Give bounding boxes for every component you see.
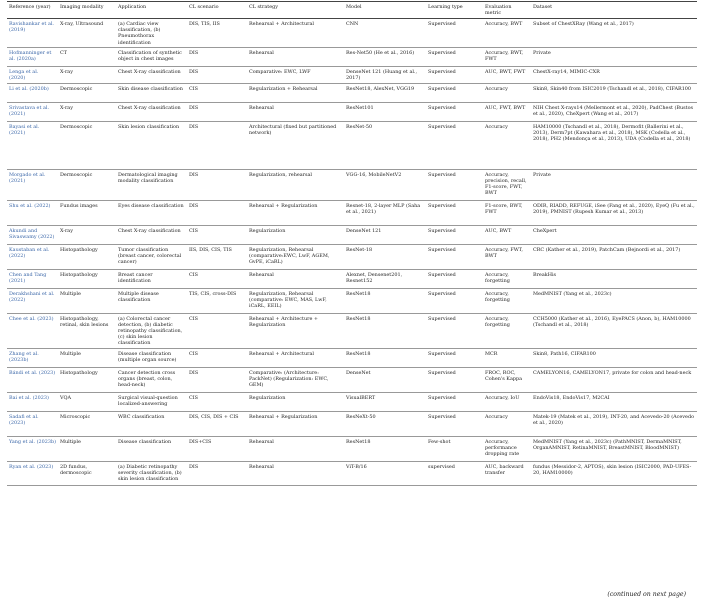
table-row [7, 412, 697, 437]
table-cell: Supervised [426, 122, 483, 170]
table-cell: CIS [187, 226, 247, 245]
table-cell: Rehearsal [247, 48, 344, 67]
table-cell: WBC classification [116, 412, 187, 437]
table-cell: Subset of ChestXRay (Wang et al., 2017) [531, 19, 697, 48]
table-row [7, 201, 697, 226]
table-cell: Supervised [426, 270, 483, 289]
table-row [7, 462, 697, 486]
table-cell: ResNet18, AlexNet, VGG19 [344, 84, 426, 103]
table-cell: Fundus images [58, 201, 116, 226]
table-cell: Hofmanninger et al. (2020a) [7, 48, 58, 67]
table-row [7, 84, 697, 103]
table-cell: F1-score, BWT, FWT [483, 201, 531, 226]
table-cell: Rehearsal + Regularization [247, 412, 344, 437]
table-cell: Accuracy, BWT, FWT [483, 48, 531, 67]
table-cell: CAMELYON16, CAMELYON17, private for colon and head-neck [531, 368, 697, 393]
table-cell: Histopathology, retinal, skin lesions [58, 314, 116, 349]
table-cell: FROC, ROC, Cohen's Kappa [483, 368, 531, 393]
table-row [7, 48, 697, 67]
table-cell: Supervised [426, 48, 483, 67]
column-header: CL strategy [247, 2, 344, 19]
table-cell: MedMNIST (Yang et al., 2023c) [531, 289, 697, 314]
table-cell: Comparative: EWC, LWF [247, 67, 344, 84]
table-cell: ViT-B/16 [344, 462, 426, 486]
table-cell: MCR [483, 349, 531, 368]
table-cell: Multiple [58, 349, 116, 368]
table-cell: Chee et al. (2023) [7, 314, 58, 349]
table-cell: VQA [58, 393, 116, 412]
table-row [7, 314, 697, 349]
table-row [7, 368, 697, 393]
table-cell: Accuracy, BWT [483, 19, 531, 48]
table-row [7, 289, 697, 314]
table-cell: DIS [187, 48, 247, 67]
table-row [7, 393, 697, 412]
table-cell: Surgical visual-question localized-answering [116, 393, 187, 412]
table-cell: Morgado et al. (2021) [7, 170, 58, 201]
table-cell: Shu et al. (2022) [7, 201, 58, 226]
table-cell: (a) Diabetic retinopathy severity classification, (b) skin lesion classification [116, 462, 187, 486]
column-header: Learning type [426, 2, 483, 19]
table-row [7, 437, 697, 462]
table-cell: Microscopic [58, 412, 116, 437]
table-cell: Lenga et al. (2020) [7, 67, 58, 84]
table-cell: CIS [187, 314, 247, 349]
table-cell: Chest X-ray classification [116, 103, 187, 122]
table-cell: Accuracy, FWT, BWT [483, 245, 531, 270]
table-cell: X-ray, Ultrasound [58, 19, 116, 48]
table-cell: Rehearsal + Regularization [247, 201, 344, 226]
table-row [7, 170, 697, 201]
table-cell: Comparative: (Architecture: PackNet) (Regularization: EWC, GEM) [247, 368, 344, 393]
table-cell: ResNet101 [344, 103, 426, 122]
table-cell: Private [531, 170, 697, 201]
table-cell: DIS [187, 368, 247, 393]
table-cell: AUC, BWT, FWT [483, 67, 531, 84]
table-row [7, 67, 697, 84]
table-cell: ODIR, RIADD, REFUGE, iSee (Fang et al., 2020), EyeQ (Fu et al., 2019), PMNIST (Rupesh Kumar et al., 2013) [531, 201, 697, 226]
table-row [7, 349, 697, 368]
table-cell: Skin disease classification [116, 84, 187, 103]
table-cell: Multiple disease classification [116, 289, 187, 314]
table-cell: HAM10000 (Tschandl et al., 2018), Dermofit (Ballerini et al., 2013), Derm7pt (Kawahara et al., 2018), MSK (Codella et al., 2018), PH2 (Mendonça et al., 2013), UDA (Codella et al., 2018) [531, 122, 697, 170]
table-cell: DIS [187, 103, 247, 122]
table-cell: DIS [187, 462, 247, 486]
table-row [7, 226, 697, 245]
column-header: Model [344, 2, 426, 19]
continual-learning-table [7, 1, 697, 486]
table-cell: Accuracy, forgetting [483, 270, 531, 289]
table-cell: Classification of synthetic object in chest images [116, 48, 187, 67]
table-cell: DIS [187, 67, 247, 84]
table-cell: TIS, CIS, cross-DIS [187, 289, 247, 314]
table-cell: Accuracy, precision, recall, F1-score, FWT, BWT [483, 170, 531, 201]
table-cell: CheXpert [531, 226, 697, 245]
table-cell: VisualBERT [344, 393, 426, 412]
table-cell: Rehearsal [247, 270, 344, 289]
table-cell: Histopathology [58, 270, 116, 289]
table-cell: Li et al. (2020b) [7, 84, 58, 103]
table-cell: Multiple [58, 289, 116, 314]
table-cell: Matek-19 (Matek et al., 2019), INT-20, and Acevedo-20 (Acevedo et al., 2020) [531, 412, 697, 437]
table-cell: ResNet18 [344, 289, 426, 314]
table-cell: Kaustaban et al. (2022) [7, 245, 58, 270]
table-cell: DIS [187, 170, 247, 201]
table-cell: Eyes disease classification [116, 201, 187, 226]
table-cell: Dermoscopic [58, 170, 116, 201]
table-cell: Rehearsal + Architecture + Regularization [247, 314, 344, 349]
table-cell: NIH Chest X-rays14 (Mellermont et al., 2020), PadChest (Bustos et al., 2020), CheXpert (Wang et al., 2017) [531, 103, 697, 122]
table-cell: Cancer detection cross organs (breast, colon, head-neck) [116, 368, 187, 393]
table-cell: IIS, DIS, CIS, TIS [187, 245, 247, 270]
table-cell: Disease classification [116, 437, 187, 462]
table-cell: ResNet18 [344, 437, 426, 462]
table-cell: Supervised [426, 170, 483, 201]
table-cell: Rehearsal + Architectural [247, 349, 344, 368]
table-cell: Multiple [58, 437, 116, 462]
table-cell: Supervised [426, 84, 483, 103]
table-cell: CIS [187, 84, 247, 103]
table-cell: Supervised [426, 19, 483, 48]
table-cell: Skin lesion classification [116, 122, 187, 170]
table-cell: CCH5000 (Kather et al., 2016), EyePACS (Anon, b), HAM10000 (Tschandl et al., 2018) [531, 314, 697, 349]
table-cell: Regularization [247, 226, 344, 245]
table-cell: CIS [187, 270, 247, 289]
table-cell: Yang et al. (2023b) [7, 437, 58, 462]
table-cell: ResNet18 [344, 349, 426, 368]
table-cell: Rehearsal [247, 437, 344, 462]
table-cell: Supervised [426, 314, 483, 349]
table-cell: Regularization, rehearsal [247, 170, 344, 201]
table-cell: Regularization, Rehearsal (comparative: EWC, MAS, LwF, iCaRL, EEIL) [247, 289, 344, 314]
table-cell: Accuracy, IoU [483, 393, 531, 412]
table-cell: Chest X-ray classification [116, 67, 187, 84]
table-body [7, 19, 697, 486]
table-cell: Alexnet, Densenet201, Resnet152 [344, 270, 426, 289]
table-cell: X-ray [58, 67, 116, 84]
table-cell: ResNet-50 [344, 122, 426, 170]
table-cell: Regularization + Rehearsal [247, 84, 344, 103]
table-cell: CIS [187, 349, 247, 368]
table-cell: Few-shot [426, 437, 483, 462]
table-cell: Ravishankar et al. (2019) [7, 19, 58, 48]
table-cell: EndoVis18, EndoVis17, M2CAI [531, 393, 697, 412]
table-cell: Tumor classification (breast cancer, colorectal cancer) [116, 245, 187, 270]
table-cell: AUC, BWT [483, 226, 531, 245]
table-row [7, 245, 697, 270]
table-cell: Skin8, Skin40 from ISIC2019 (Tschandl et al., 2018), CIFAR100 [531, 84, 697, 103]
table-cell: DenseNet 121 (Huang et al., 2017) [344, 67, 426, 84]
column-header: Evaluation metric [483, 2, 531, 19]
table-cell: X-ray [58, 226, 116, 245]
table-cell: DenseNet [344, 368, 426, 393]
table-cell: fundus (Messidor-2, APTOS), skin lesion (ISIC2000, PAD-UFES-20, HAM10000) [531, 462, 697, 486]
table-cell: Supervised [426, 368, 483, 393]
table-row [7, 103, 697, 122]
table-cell: AUC, backward transfer [483, 462, 531, 486]
table-cell: Disease classification (multiple organ source) [116, 349, 187, 368]
table-cell: Accuracy [483, 412, 531, 437]
table-cell: Skin8, Path16, CIFAR100 [531, 349, 697, 368]
table-cell: Dermoscopic [58, 122, 116, 170]
table-header-row [7, 2, 697, 19]
table-cell: DIS, TIS, IIS [187, 19, 247, 48]
table-cell: (a) Cardiac view classification, (b) Pneumothorax identification [116, 19, 187, 48]
table-cell: Supervised [426, 67, 483, 84]
table-cell: Zhang et al. (2023b) [7, 349, 58, 368]
table-cell: Ryan et al. (2023) [7, 462, 58, 486]
table-cell: Derakhshani et al. (2022) [7, 289, 58, 314]
table-cell: Private [531, 48, 697, 67]
table-cell: Rehearsal [247, 462, 344, 486]
table-cell: Rehearsal + Architectural [247, 19, 344, 48]
table-cell: Architectural (fixed but partitioned network) [247, 122, 344, 170]
table-cell: MedMNIST (Yang et al., 2023c) (PathMNIST, DermaMNIST, OrganAMNIST, RetinaMNIST, BreastMNIST, BloodMNIST) [531, 437, 697, 462]
table-cell: Supervised [426, 245, 483, 270]
table-cell: Akundi and Sivaswamy (2022) [7, 226, 58, 245]
table-cell: AUC, FWT, BWT [483, 103, 531, 122]
table-cell: Supervised [426, 201, 483, 226]
table-cell: Histopathology [58, 245, 116, 270]
table-cell: Resnet-18, 2-layer MLP (Saha et al., 2021) [344, 201, 426, 226]
table-cell: ResNeXt-50 [344, 412, 426, 437]
table-cell: Accuracy, performance dropping rate [483, 437, 531, 462]
table-row [7, 122, 697, 170]
table-cell: ResNet18 [344, 314, 426, 349]
table-cell: Dermoscopic [58, 84, 116, 103]
column-header: Application [116, 2, 187, 19]
table-cell: Chest X-ray classification [116, 226, 187, 245]
column-header: Dataset [531, 2, 697, 19]
table-cell: CIS [187, 393, 247, 412]
table-cell: DIS [187, 122, 247, 170]
table-cell: Regularization, Rehearsal (comparative:EWC, LwF, AGEM, GvPE, iCaRL) [247, 245, 344, 270]
table-cell: VGG-16, MobileNetV2 [344, 170, 426, 201]
table-cell: DIS+CIS [187, 437, 247, 462]
table-cell: Res-Net50 (He et al., 2016) [344, 48, 426, 67]
table-cell: Supervised [426, 103, 483, 122]
table-cell: Supervised [426, 289, 483, 314]
table-cell: Supervised [426, 393, 483, 412]
table-cell: ChestX-ray14, MIMIC-CXR [531, 67, 697, 84]
table-cell: CRC (Kather et al., 2019), PatchCam (Bejnordi et al., 2017) [531, 245, 697, 270]
table-cell: Accuracy [483, 84, 531, 103]
table-cell: Supervised [426, 412, 483, 437]
table-cell: Regularization [247, 393, 344, 412]
table-cell: ResNet-18 [344, 245, 426, 270]
table-cell: BreakHis [531, 270, 697, 289]
table-cell: Accuracy [483, 122, 531, 170]
table-cell: DIS [187, 201, 247, 226]
table-cell: Accuracy, forgetting [483, 289, 531, 314]
table-cell: Supervised [426, 226, 483, 245]
table-cell: Bayasi et al. (2021) [7, 122, 58, 170]
table-cell: DIS, CIS, DIS + CIS [187, 412, 247, 437]
table-cell: Supervised [426, 349, 483, 368]
column-header: CL scenario [187, 2, 247, 19]
table-cell: Rehearsal [247, 103, 344, 122]
table-cell: CNN [344, 19, 426, 48]
table-cell: supervised [426, 462, 483, 486]
table-cell: Bándi et al. (2023) [7, 368, 58, 393]
table-row [7, 19, 697, 48]
table-cell: Histopathology [58, 368, 116, 393]
table-cell: Srivastava et al. (2021) [7, 103, 58, 122]
table-cell: (a) Colorectal cancer detection, (b) diabetic retinopathy classification, (c) skin lesion classification [116, 314, 187, 349]
table-cell: DenseNet 121 [344, 226, 426, 245]
table-row [7, 270, 697, 289]
table-cell: 2D fundus, dermoscopic [58, 462, 116, 486]
table-cell: Bai et al. (2023) [7, 393, 58, 412]
column-header: Reference (year) [7, 2, 58, 19]
table-cell: Sadafi et al. (2023) [7, 412, 58, 437]
table-cell: Dermatological imaging modality classification [116, 170, 187, 201]
table-cell: Breast cancer identification [116, 270, 187, 289]
continued-note: (continued on next page) [607, 591, 686, 598]
table-cell: Chen and Tang (2021) [7, 270, 58, 289]
table-cell: X-ray [58, 103, 116, 122]
table-cell: Accuracy, forgetting [483, 314, 531, 349]
column-header: Imaging modality [58, 2, 116, 19]
table-cell: CT [58, 48, 116, 67]
